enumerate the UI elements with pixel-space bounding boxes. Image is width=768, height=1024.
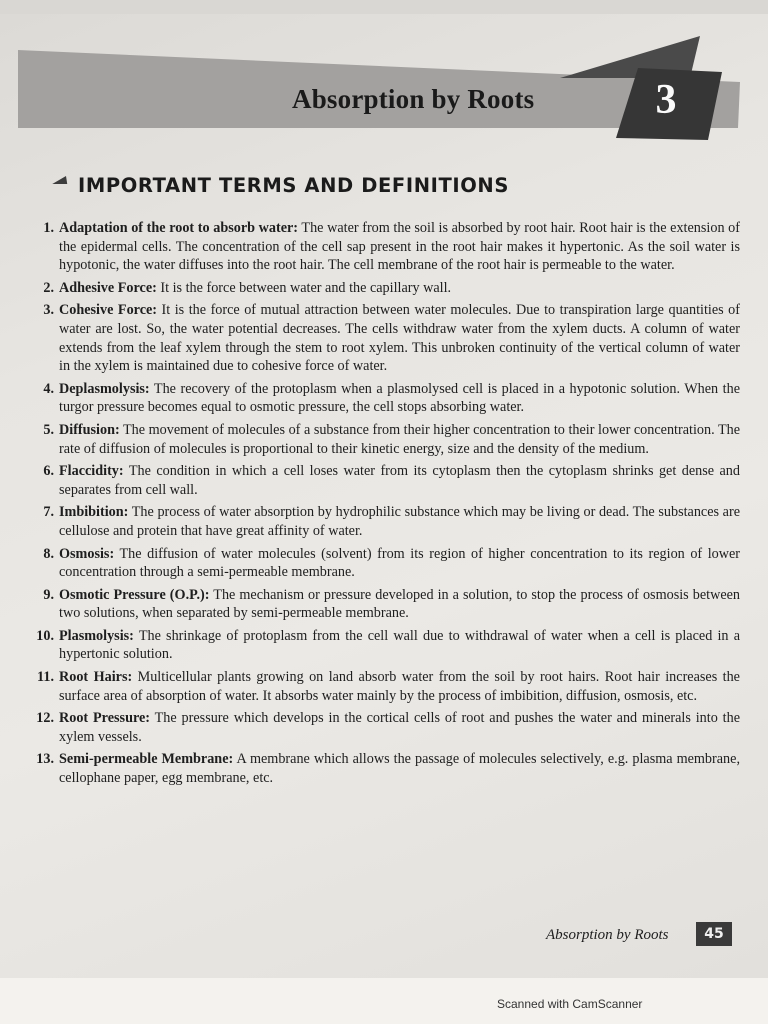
term-number: 2. (43, 279, 54, 296)
term-definition: It is the force of mutual attraction between water molecules. Due to transpiration large quantities of water are lost. So, the water potential decreases. The cells withdraw water from the xylem ducts. A column of water extends from the leaf xylem through the stem to root xylem. This unbroken continuity of the vertical column of water in the xylem is maintained due to cohesive force of water. (59, 302, 740, 375)
term-definition: The pressure which develops in the cortical cells of root and pushes the water and minerals into the xylem vessels. (59, 710, 740, 745)
term-name: Plasmolysis: (59, 627, 134, 644)
term-name: Adaptation of the root to absorb water: (59, 220, 299, 236)
term-name: Cohesive Force: (59, 302, 158, 319)
term-definition: The mechanism or pressure developed in a solution, to stop the process of osmosis between two solutions, when separated by semi-permeable membrane. (59, 586, 741, 622)
term-number: 11. (37, 669, 54, 686)
term-item (34, 380, 740, 417)
term-number: 12. (36, 710, 54, 727)
term-definition: The movement of molecules of a substance from their higher concentration to their lower concentration. The rate of diffusion of molecules is proportional to their kinetic energy, size and the density of the medium. (59, 421, 740, 457)
scan-top-margin (0, 0, 768, 14)
term-name: Osmotic Pressure (O.P.): (59, 586, 210, 603)
chapter-title: Absorption by Roots (292, 84, 535, 114)
term-item (34, 279, 740, 298)
term-item (34, 709, 740, 746)
term-item (34, 750, 740, 787)
term-number: 6. (43, 463, 54, 480)
term-definition: Multicellular plants growing on land absorb water from the soil by root hairs. Root hair increases the surface area of absorption of water. It absorbs water mainly by the process of imbibition, diffusion, osmosis, etc. (59, 669, 740, 704)
term-item (34, 301, 740, 375)
term-number: 13. (36, 751, 54, 768)
term-name: Deplasmolysis: (59, 380, 150, 397)
term-number: 10. (36, 627, 54, 644)
term-item (34, 627, 740, 664)
section-icon (18, 176, 70, 184)
term-number: 9. (43, 586, 54, 603)
term-name: Semi-permeable Membrane: (59, 751, 234, 768)
scanner-watermark: Scanned with CamScanner (497, 997, 643, 1011)
term-name: Adhesive Force: (59, 279, 157, 296)
term-number: 5. (43, 421, 54, 438)
terms-list (34, 219, 740, 792)
term-number: 4. (43, 380, 54, 397)
term-definition: It is the force between water and the capillary wall. (156, 279, 452, 296)
term-number: 3. (43, 302, 54, 319)
term-item (34, 462, 740, 499)
term-name: Osmosis: (59, 545, 115, 562)
term-number: 8. (43, 545, 54, 562)
term-item (34, 219, 740, 275)
page-number: 45 (696, 922, 732, 946)
term-number: 7. (43, 504, 54, 521)
term-item (34, 668, 740, 705)
term-definition: The recovery of the protoplasm when a plasmolysed cell is placed in a hypotonic solution. When the turgor pressure becomes equal to osmotic pressure, the cell stops absorbing water. (59, 380, 740, 416)
term-definition: A membrane which allows the passage of molecules selectively, e.g. plasma membrane, cellophane paper, egg membrane, etc. (59, 751, 740, 787)
term-number: 1. (43, 220, 54, 236)
term-definition: The water from the soil is absorbed by root hair. Root hair is the extension of the epidermal cells. The concentration of the cell sap present in the root hair makes it hypertonic. As the soil water is hypotonic, the water diffuses into the root hair. The cell membrane of the root hair is permeable to the water. (59, 220, 740, 274)
term-definition: The shrinkage of protoplasm from the cell wall due to withdrawal of water when a cell is placed in a hypertonic solution. (59, 627, 740, 663)
term-name: Root Pressure: (59, 710, 151, 727)
term-definition: The diffusion of water molecules (solvent) from its region of higher concentration to its region of lower concentration through a semi-permeable membrane. (59, 545, 740, 581)
term-name: Flaccidity: (59, 463, 124, 480)
running-title: Absorption by Roots (546, 927, 669, 943)
term-name: Root Hairs: (59, 669, 133, 686)
term-item (34, 503, 740, 540)
term-name: Diffusion: (59, 421, 120, 438)
term-item (34, 586, 740, 623)
book-page (0, 14, 768, 978)
term-item (34, 545, 740, 582)
term-name: Imbibition: (59, 504, 129, 521)
term-definition: The condition in which a cell loses water from its cytoplasm then the cytoplasm shrinks get dense and separates from cell wall. (59, 463, 740, 498)
term-definition: The process of water absorption by hydrophilic substance which may be living or dead. The substances are cellulose and protein that have great affinity of water. (59, 504, 740, 539)
term-item (34, 421, 740, 458)
chapter-number: 3 (655, 77, 677, 123)
section-heading: IMPORTANT TERMS AND DEFINITIONS (78, 174, 509, 197)
